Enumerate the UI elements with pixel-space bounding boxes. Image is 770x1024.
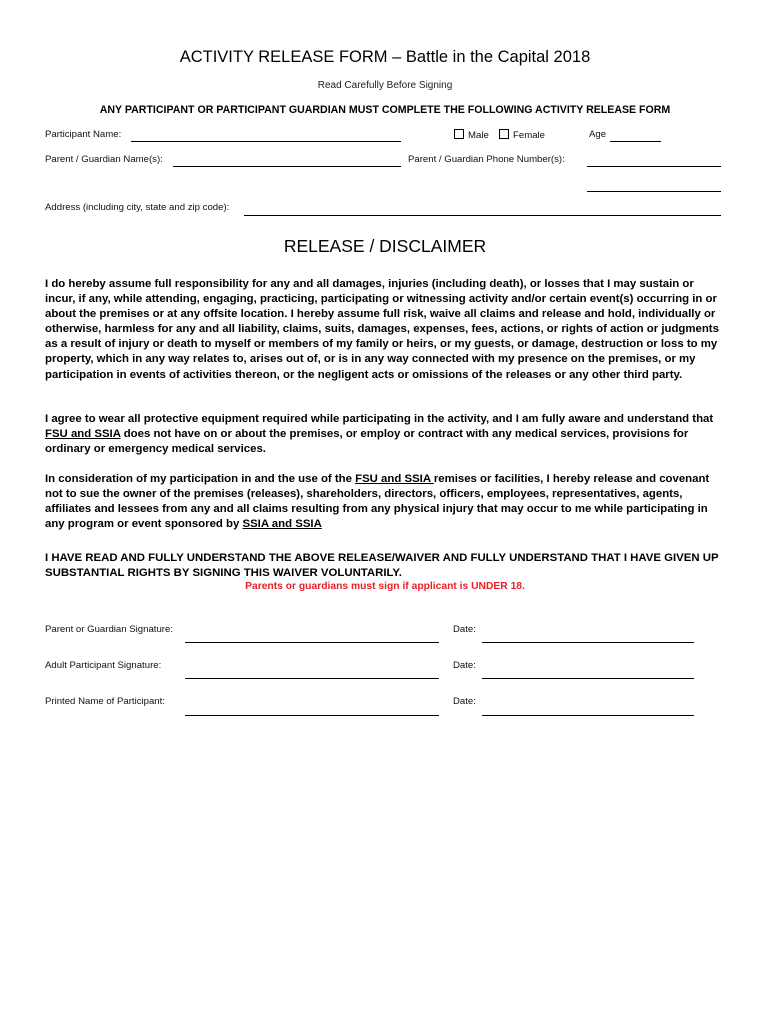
parent-names-field[interactable] (173, 166, 401, 167)
parent-phone-label: Parent / Guardian Phone Number(s): (408, 154, 565, 165)
participant-name-label: Participant Name: (45, 129, 122, 140)
form-notice: ANY PARTICIPANT OR PARTICIPANT GUARDIAN MUST COMPLETE THE FOLLOWING ACTIVITY RELEASE FORM (99, 104, 671, 116)
adult-signature-label: Adult Participant Signature: (45, 660, 162, 671)
adult-date-field[interactable] (482, 678, 694, 679)
p3-text-a: In consideration of my participation in and the use of the (45, 473, 356, 485)
guardian-date-label: Date: (453, 624, 476, 635)
printed-name-field[interactable] (185, 715, 439, 716)
parent-phone-field-2[interactable] (587, 191, 721, 192)
form-subtitle: Read Carefully Before Signing (317, 80, 453, 91)
gender-female-option[interactable] (499, 129, 545, 141)
male-checkbox[interactable] (454, 129, 464, 139)
participant-name-field[interactable] (131, 141, 401, 142)
p3-text-b: remises or facilities, I hereby release and covenant not to sue the owner of the premises (releases), shareholders, directors, officers, employees, representatives, agents, affiliates and lessees from any and all claims resulting from any physical injury that may occur to me while participating in any program or event sponsored by (45, 473, 710, 531)
p2-text-a: I agree to wear all protective equipment required while participating in the activity, and I am fully aware and understand that (45, 413, 714, 425)
gender-male-option[interactable] (454, 129, 489, 141)
female-label: Female (513, 130, 545, 141)
printed-date-label: Date: (453, 696, 476, 707)
printed-date-field[interactable] (482, 715, 694, 716)
guardian-signature-label: Parent or Guardian Signature: (45, 624, 173, 635)
address-field[interactable] (244, 215, 721, 216)
male-label: Male (468, 130, 489, 141)
adult-date-label: Date: (453, 660, 476, 671)
acknowledgement: I HAVE READ AND FULLY UNDERSTAND THE ABOVE RELEASE/WAIVER AND FULLY UNDERSTAND THAT I HAVE GIVEN UP SUBSTANTIAL RIGHTS BY SIGNING THIS WAIVER VOLUNTARILY. (45, 552, 719, 580)
address-label: Address (including city, state and zip code): (45, 202, 230, 213)
p2-text-b: does not have on or about the premises, or employ or contract with any medical services, provisions for ordinary or emergency medical services. (45, 428, 689, 456)
form-title: ACTIVITY RELEASE FORM – Battle in the Capital 2018 (179, 48, 591, 66)
parent-names-label: Parent / Guardian Name(s): (45, 154, 163, 165)
p3-org-2: SSIA and SSIA (242, 518, 322, 531)
p2-org: FSU and SSIA (45, 428, 121, 441)
release-paragraph-2 (45, 412, 725, 457)
p3-org-1: FSU and SSIA (355, 473, 434, 485)
printed-name-label: Printed Name of Participant: (45, 696, 165, 707)
age-label: Age (589, 129, 607, 140)
parent-phone-field-1[interactable] (587, 166, 721, 167)
age-field[interactable] (610, 141, 661, 142)
release-paragraph-3 (45, 472, 725, 532)
female-checkbox[interactable] (499, 129, 509, 139)
release-paragraph-1: I do hereby assume full responsibility for any and all damages, injuries (including death), or losses that I may sustain or incur, if any, while attending, engaging, practicing, participating or witnessing activity and/or certain event(s) occurring in or about the premises or at any offsite location. I hereby assume full risk, waive all claims and release and hold, individually or otherwise, harmless for any and all liability, claims, suits, damages, expenses, fees, actions, or rights of action or judgments as a result of injury or death to myself or members of my family or heirs, or my guests, or damage, destruction or loss to my property, which in any way relates to, arises out of, or is in any way connected with my presence on the premises, or my participation in events of activities thereon, or the negligent acts or omissions of the releases or any other third party. (45, 278, 719, 381)
guardian-date-field[interactable] (482, 642, 694, 643)
guardian-signature-field[interactable] (185, 642, 439, 643)
adult-signature-field[interactable] (185, 678, 439, 679)
release-heading: RELEASE / DISCLAIMER (283, 236, 487, 256)
minor-notice: Parents or guardians must sign if applicant is UNDER 18. (245, 581, 525, 592)
